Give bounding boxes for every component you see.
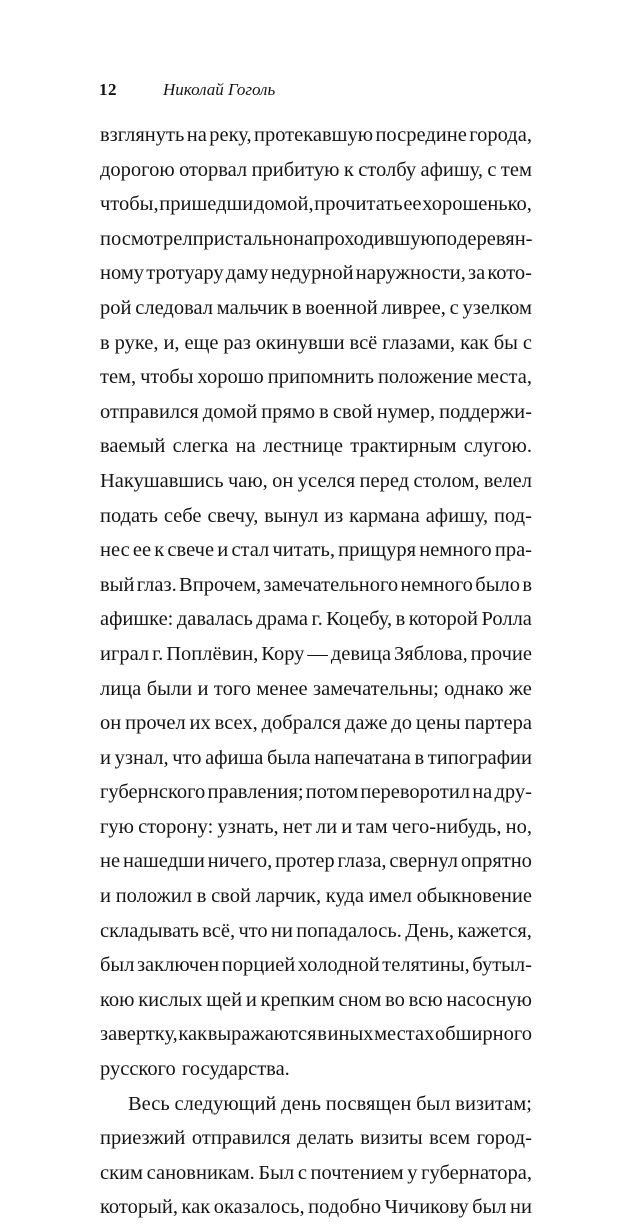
text-line: губернского правления; потом переворотил на дру- (100, 781, 532, 804)
text-line: ским сановникам. Был с почтением у губернатора, (100, 1161, 532, 1184)
body-text (100, 118, 532, 1225)
text-line: и узнал, что афиша была напечатана в типографии (100, 746, 532, 769)
text-line: Накушавшись чаю, он уселся перед столом, велел (100, 469, 532, 492)
text-line: Весь следующий день посвящен был визитам; (128, 1092, 532, 1115)
text-line: он прочел их всех, добрался даже до цены партера (100, 712, 532, 735)
text-line: приезжий отправился делать визиты всем город- (100, 1127, 532, 1150)
text-line: нес ее к свече и стал читать, прищуря немного пра- (100, 539, 532, 562)
text-line: ваемый слегка на лестнице трактирным слугою. (100, 435, 532, 458)
text-line: был заключен порцией холодной телятины, бутыл- (100, 954, 532, 977)
text-line: тем, чтобы хорошо припомнить положение места, (100, 366, 532, 389)
running-head (99, 80, 275, 106)
text-line: рой следовал мальчик в военной ливрее, с узелком (100, 296, 532, 319)
text-line: русского государства. (100, 1058, 290, 1081)
text-line: подать себе свечу, вынул из кармана афишу, под- (100, 504, 532, 527)
text-line: гую сторону: узнать, нет ли и там чего-нибудь, но, (100, 815, 532, 838)
text-line: афишке: давалась драма г. Коцебу, в которой Ролла (100, 608, 532, 631)
text-line: в руке, и, еще раз окинувши всё глазами, как бы с (100, 331, 532, 354)
text-line: который, как оказалось, подобно Чичикову был ни (100, 1196, 532, 1219)
text-line: не нашедши ничего, протер глаза, свернул опрятно (100, 850, 532, 873)
text-line: и положил в свой ларчик, куда имел обыкновение (100, 885, 532, 908)
author-name: Николай Гоголь (163, 80, 276, 99)
text-line: играл г. Поплёвин, Кору — девица Зяблова, прочие (100, 642, 532, 665)
text-line: взглянуть на реку, протекавшую посредине города, (100, 124, 532, 146)
text-line: вый глаз. Впрочем, замечательного немного было в (100, 573, 532, 596)
page-number: 12 (99, 80, 117, 99)
text-line: ному тротуару даму недурной наружности, за кото- (100, 262, 532, 285)
text-line: чтобы, пришедши домой, прочитать ее хорошенько, (100, 193, 532, 216)
text-line: дорогою оторвал прибитую к столбу афишу, с тем (100, 158, 532, 181)
text-line: отправился домой прямо в свой нумер, поддержи- (100, 400, 532, 423)
text-line: посмотрел пристально на проходившую по деревян- (100, 227, 533, 250)
text-line: кою кислых щей и крепким сном во всю насосную (100, 988, 532, 1011)
text-line: завертку, как выражаются в иных местах обширного (100, 1023, 532, 1046)
text-line: лица были и того менее замечательны; однако же (100, 677, 532, 700)
text-line: складывать всё, что ни попадалось. День, кажется, (100, 919, 532, 942)
